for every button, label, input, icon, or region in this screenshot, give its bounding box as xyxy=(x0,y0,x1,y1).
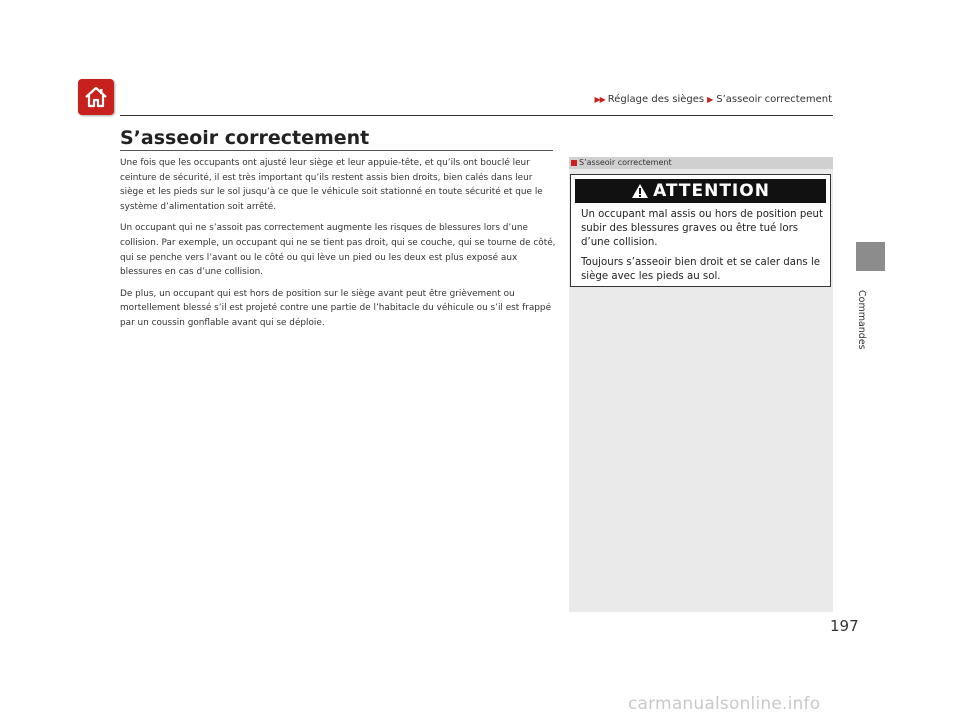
main-content xyxy=(120,156,556,338)
paragraph: De plus, un occupant qui est hors de position sur le siège avant peut être grièvement ou mortellement blessé s’il est projeté contre une partie de l’habitacle du véhicule ou s’il est frappé par un coussin gonflable avant qui se déploie. xyxy=(120,288,552,328)
page-title: S’asseoir correctement xyxy=(120,127,370,149)
breadcrumb xyxy=(594,94,832,105)
warning-paragraph: Un occupant mal assis ou hors de position peut subir des blessures graves ou être tué lors d’une collision. xyxy=(581,209,824,248)
side-panel-header xyxy=(569,157,833,169)
side-panel xyxy=(569,157,833,612)
reference-marker-icon xyxy=(571,160,577,166)
warning-title: ATTENTION xyxy=(653,181,770,201)
paragraph: Une fois que les occupants ont ajusté leur siège et leur appuie-tête, et qu’ils ont bouclé leur ceinture de sécurité, il est très important qu’ils restent assis bien droits, bien calés dans leur siège et les pieds sur le sol jusqu’à ce que le véhicule soit stationné en toute sécurité et que le système d’alimentation soit arrêté. xyxy=(120,158,543,212)
warning-triangle-icon xyxy=(631,183,649,199)
warning-box xyxy=(570,174,831,287)
header-divider xyxy=(120,115,833,116)
warning-header xyxy=(575,179,826,203)
title-divider xyxy=(120,150,553,151)
breadcrumb-item-current[interactable]: S’asseoir correctement xyxy=(716,94,832,105)
chapter-tab-label: Commandes xyxy=(856,290,867,350)
side-panel-header-label: S’asseoir correctement xyxy=(579,158,672,167)
chapter-tab[interactable] xyxy=(856,242,885,271)
paragraph: Un occupant qui ne s’assoit pas correctement augmente les risques de blessures lors d’une collision. Par exemple, un occupant qui ne se tient pas droit, qui se couche, qui se tourne de côté, qui se penche vers l’avant ou le côté ou qui lève un pied ou les deux est plus exposé aux blessures en cas d’une collision. xyxy=(120,223,556,278)
page-number: 197 xyxy=(830,617,859,635)
warning-body xyxy=(581,208,826,290)
breadcrumb-arrow-icon: ▶▶ xyxy=(594,95,605,104)
warning-paragraph: Toujours s’asseoir bien droit et se caler dans le siège avec les pieds au sol. xyxy=(581,257,821,282)
watermark: carmanualsonline.info xyxy=(628,694,821,714)
home-icon xyxy=(83,84,109,110)
breadcrumb-arrow-icon: ▶ xyxy=(707,95,714,104)
home-button[interactable] xyxy=(78,79,114,115)
breadcrumb-item-seat-adjust[interactable]: Réglage des sièges xyxy=(607,94,705,105)
